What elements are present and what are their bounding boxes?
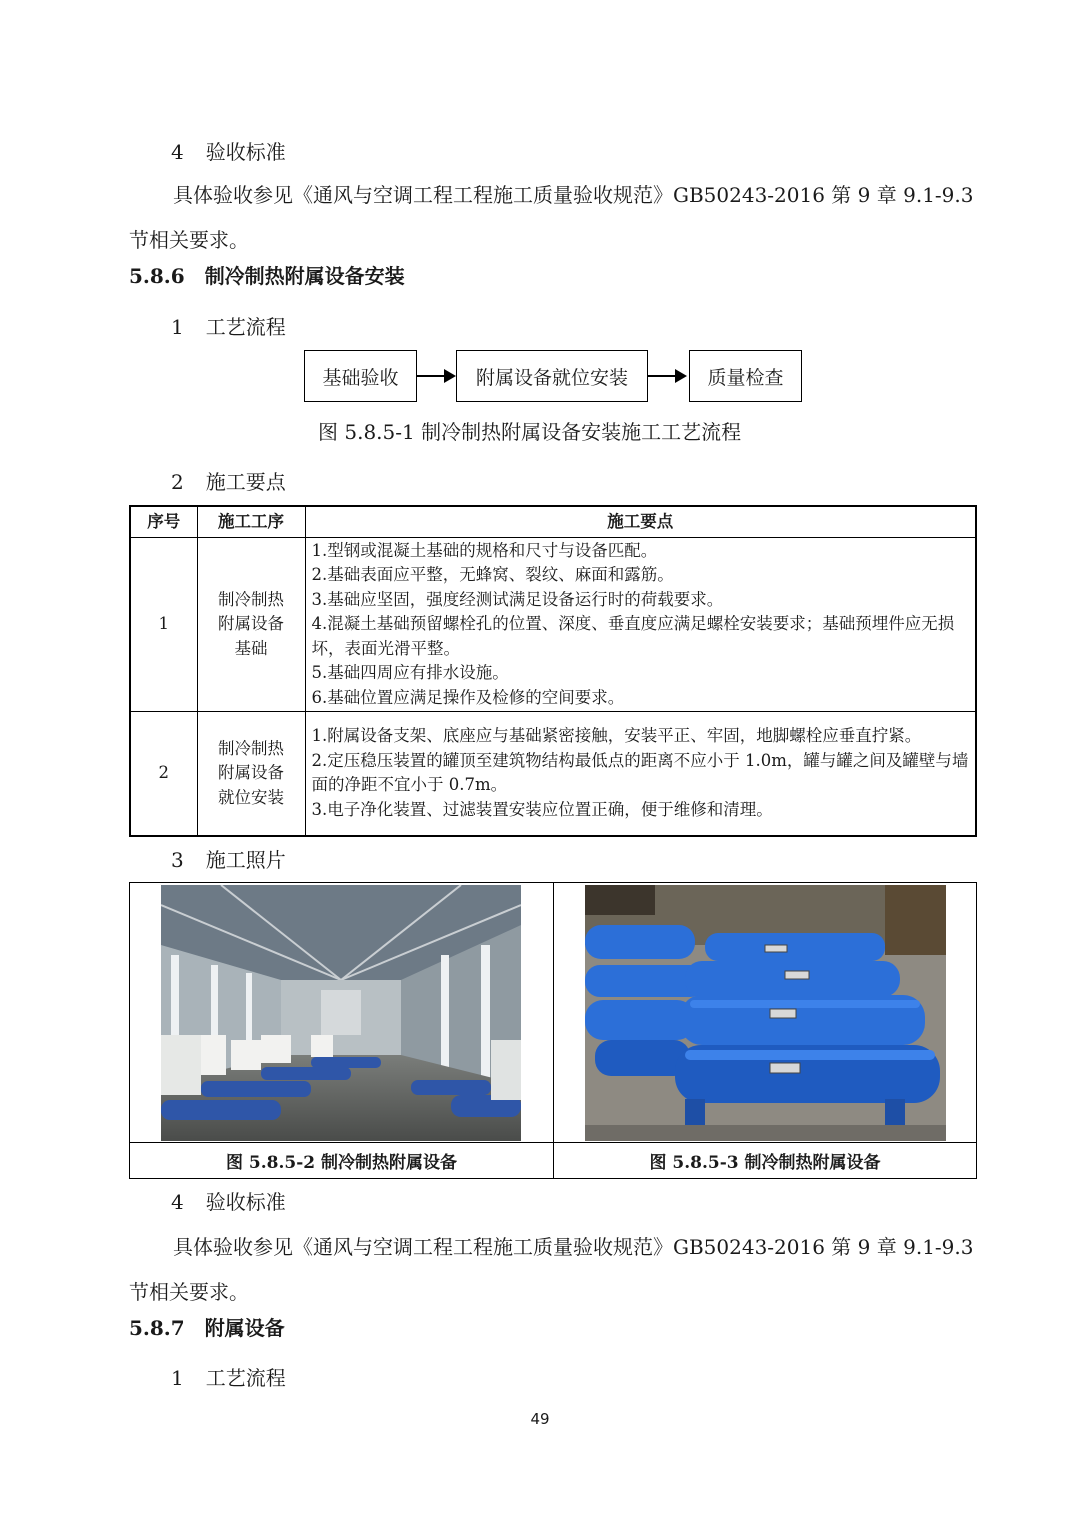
table-divider xyxy=(553,883,554,1178)
photo-caption: 图 5.8.5-3 制冷制热附属设备 xyxy=(649,1153,881,1173)
subsection-heading xyxy=(171,313,286,341)
point-item: 2.定压稳压装置的罐顶至建筑物结构最低点的距离不应小于 1.0m，罐与罐之间及罐壁与墙面的净距不宜小于 0.7m。 xyxy=(311,750,969,795)
process-line: 制冷制热 xyxy=(218,589,284,609)
factory-chillers-image xyxy=(161,885,521,1141)
header-cell-no: 序号 xyxy=(130,506,197,538)
flow-step-quality-inspection: 质量检查 xyxy=(689,350,802,402)
subsection-heading xyxy=(171,846,286,874)
point-item: 5.基础四周应有排水设施。 xyxy=(311,663,509,683)
flow-step-equipment-installation: 附属设备就位安装 xyxy=(456,350,648,402)
paragraph-line: 具体验收参见《通风与空调工程工程施工质量验收规范》GB50243-2016 第 9 章 9.1-9.3 xyxy=(173,183,974,207)
process-line: 就位安装 xyxy=(218,787,284,807)
paragraph-line: 节相关要求。 xyxy=(129,1280,249,1304)
process-cell xyxy=(197,538,305,712)
subsection-number: 3 xyxy=(171,848,184,872)
section-title: 附属设备 xyxy=(204,1316,285,1340)
subsection-number: 4 xyxy=(171,140,184,164)
photo-table xyxy=(129,882,977,1179)
paragraph-line: 具体验收参见《通风与空调工程工程施工质量验收规范》GB50243-2016 第 9 章 9.1-9.3 xyxy=(173,1235,974,1259)
flow-arrow-icon xyxy=(417,375,454,377)
subsection-title: 验收标准 xyxy=(205,140,286,164)
photo-blue-heat-exchangers xyxy=(585,885,946,1141)
subsection-heading xyxy=(171,468,286,496)
table-row xyxy=(130,538,976,712)
paragraph-line: 节相关要求。 xyxy=(129,228,249,252)
point-item: 1.附属设备支架、底座应与基础紧密接触，安装平正、牢固，地脚螺栓应垂直拧紧。 xyxy=(311,726,922,746)
process-line: 附属设备 xyxy=(218,763,284,782)
figure-caption: 图 5.8.5-1 制冷制热附属设备安装施工工艺流程 xyxy=(318,420,742,444)
subsection-title: 施工照片 xyxy=(205,848,286,872)
process-line: 制冷制热 xyxy=(218,738,284,758)
flow-arrow-icon xyxy=(648,375,685,377)
process-line: 基础 xyxy=(234,638,268,658)
header-cell-points: 施工要点 xyxy=(305,506,976,538)
point-item: 3.电子净化装置、过滤装置安装应位置正确，便于维修和清理。 xyxy=(311,799,773,819)
subsection-number: 1 xyxy=(171,315,184,339)
row-number: 2 xyxy=(130,712,197,836)
subsection-title: 施工要点 xyxy=(205,470,286,494)
process-cell xyxy=(197,712,305,836)
subsection-number: 1 xyxy=(171,1366,184,1390)
subsection-title: 工艺流程 xyxy=(205,1366,286,1390)
process-line: 附属设备 xyxy=(218,614,284,634)
photo-factory-chillers xyxy=(161,885,521,1141)
point-item: 1.型钢或混凝土基础的规格和尺寸与设备匹配。 xyxy=(311,540,658,560)
page-number: 49 xyxy=(530,1410,550,1428)
subsection-title: 工艺流程 xyxy=(205,315,286,339)
table-header-row xyxy=(130,506,976,538)
subsection-heading xyxy=(171,138,286,166)
section-heading xyxy=(129,262,405,290)
subsection-heading xyxy=(171,1364,286,1392)
points-cell xyxy=(305,712,976,836)
subsection-number: 4 xyxy=(171,1190,184,1214)
points-cell xyxy=(305,538,976,712)
row-number: 1 xyxy=(130,538,197,712)
subsection-number: 2 xyxy=(171,470,184,494)
section-number: 5.8.6 xyxy=(129,264,185,288)
subsection-title: 验收标准 xyxy=(205,1190,286,1214)
point-item: 6.基础位置应满足操作及检修的空间要求。 xyxy=(311,687,625,707)
heat-exchangers-image xyxy=(585,885,946,1141)
table-row xyxy=(130,712,976,836)
point-item: 4.混凝土基础预留螺栓孔的位置、深度、垂直度应满足螺栓安装要求；基础预埋件应无损坏，表面光滑平整。 xyxy=(311,614,955,658)
subsection-heading xyxy=(171,1188,286,1216)
header-cell-process: 施工工序 xyxy=(197,506,305,538)
section-title: 制冷制热附属设备安装 xyxy=(204,264,405,288)
flow-step-foundation-acceptance: 基础验收 xyxy=(304,350,417,402)
point-item: 2.基础表面应平整，无蜂窝、裂纹、麻面和露筋。 xyxy=(311,565,674,585)
construction-points-table xyxy=(129,505,977,837)
photo-caption: 图 5.8.5-2 制冷制热附属设备 xyxy=(225,1153,458,1173)
section-heading xyxy=(129,1314,285,1342)
point-item: 3.基础应坚固，强度经测试满足设备运行时的荷载要求。 xyxy=(311,589,724,609)
section-number: 5.8.7 xyxy=(129,1316,185,1340)
